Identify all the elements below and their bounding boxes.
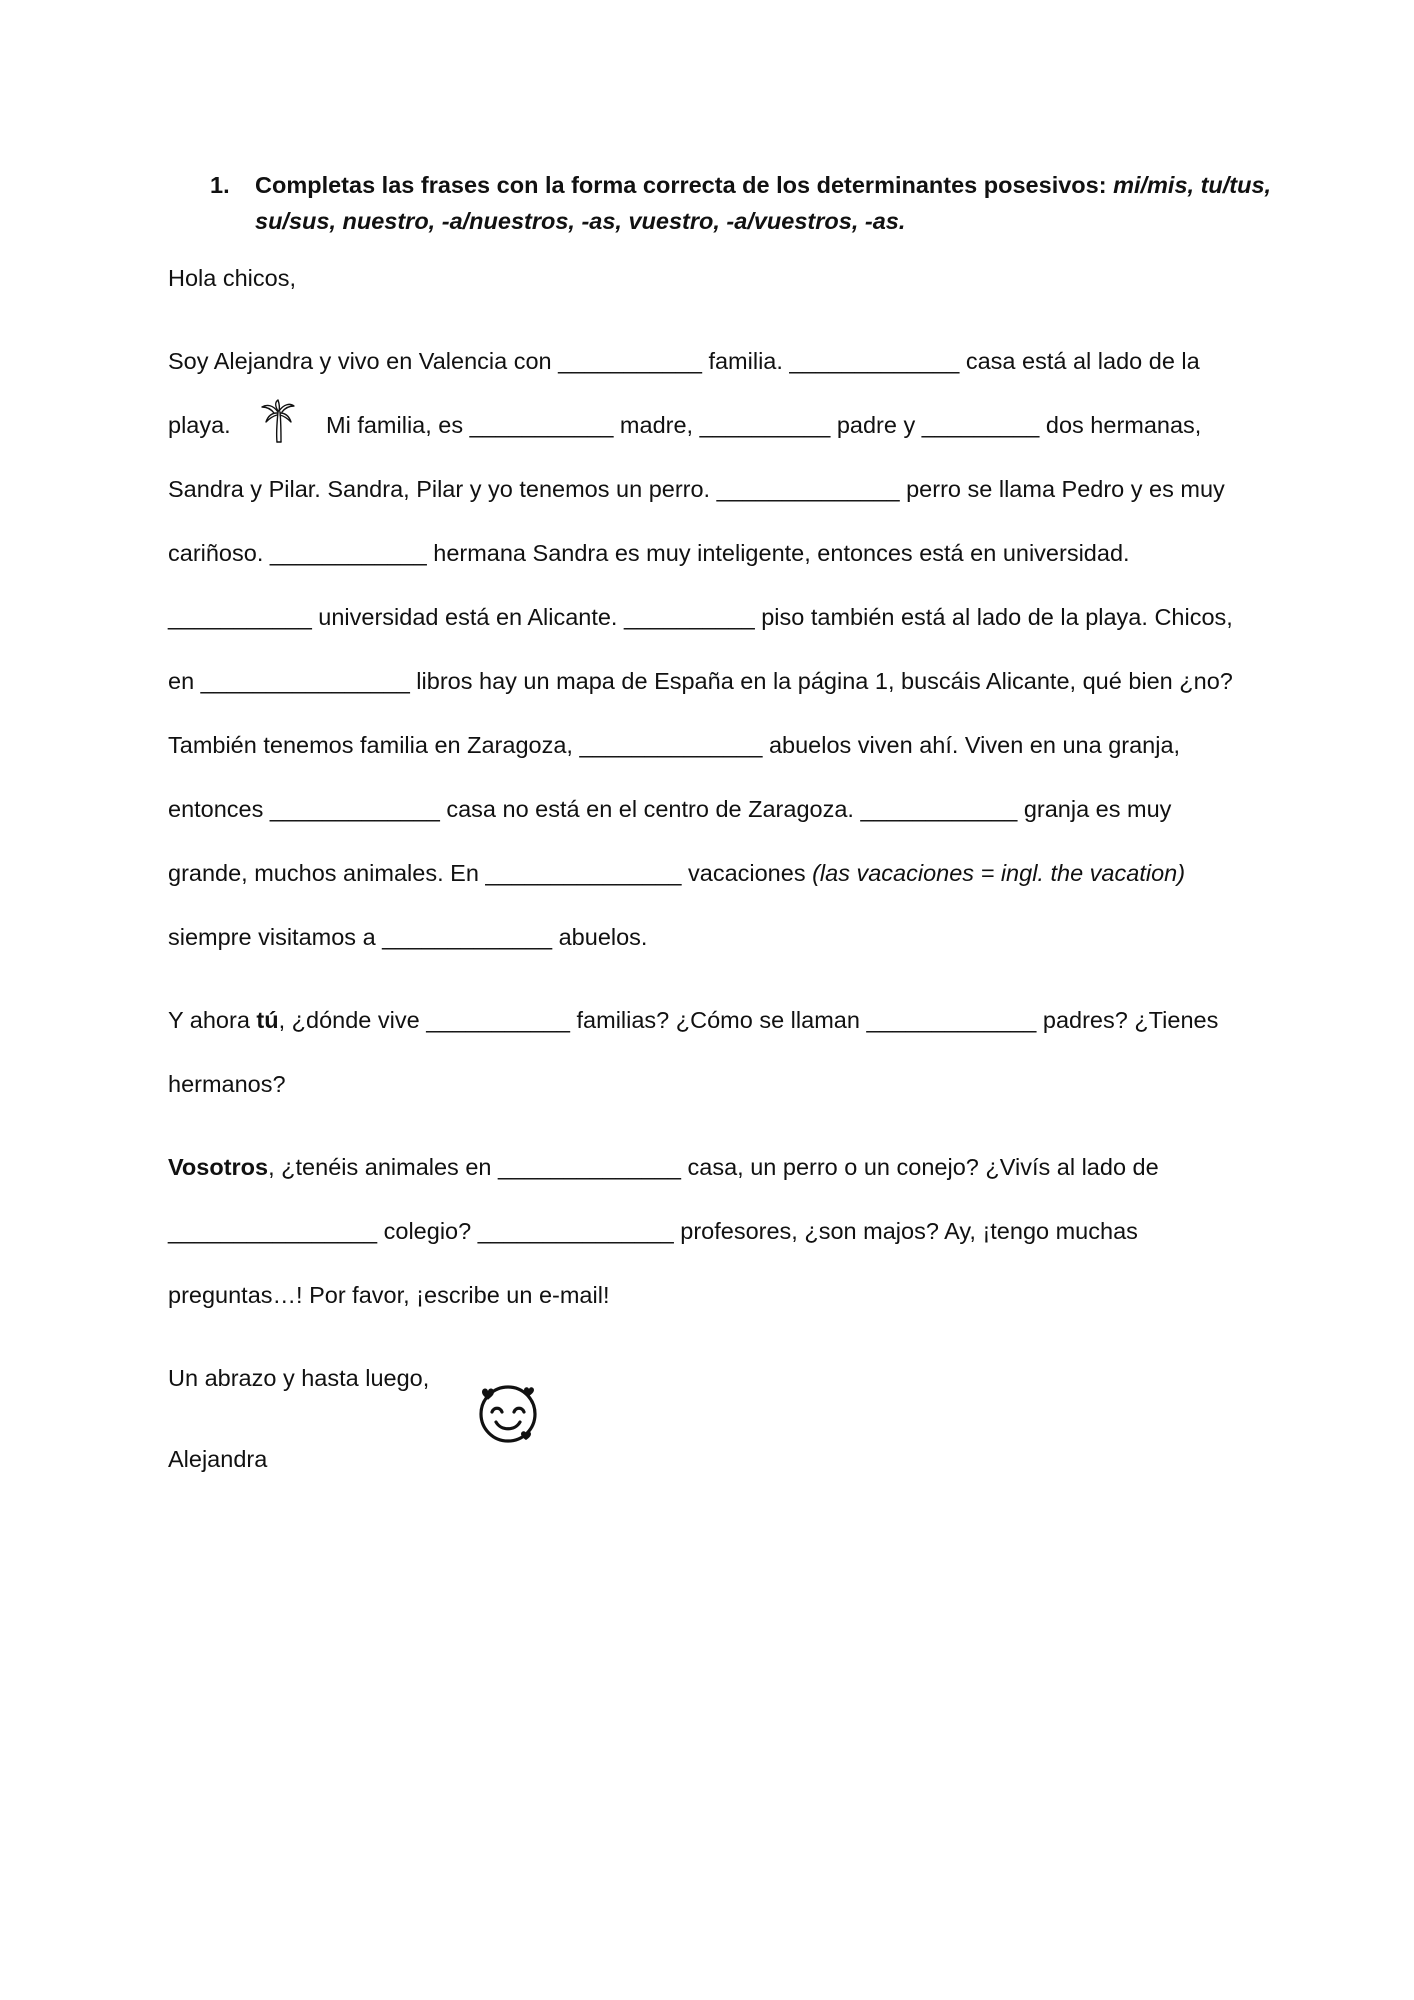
question-vos-line-1	[168, 1152, 1159, 1182]
letter-line-8: entonces _____________ casa no está en el centro de Zaragoza. ____________ granja es muy	[168, 796, 1172, 822]
letter-line-9	[168, 858, 1185, 888]
letter-line-9-text: grande, muchos animales. En _______________ vacaciones	[168, 860, 813, 886]
letter-line-1: Soy Alejandra y vivo en Valencia con ___________ familia. _____________ casa está al lado de la	[168, 348, 1200, 374]
instruction-forms-1: mi/mis, tu/tus,	[1113, 172, 1272, 198]
palm-tree-icon	[260, 398, 296, 444]
letter-line-2-start: playa.	[168, 412, 231, 438]
letter-greeting: Hola chicos,	[168, 265, 296, 291]
letter-line-7: También tenemos familia en Zaragoza, ______________ abuelos viven ahí. Viven en una granja,	[168, 732, 1181, 758]
question-tu-intro: Y ahora	[168, 1007, 257, 1033]
letter-line-10: siempre visitamos a _____________ abuelos.	[168, 924, 648, 950]
letter-line-2-end: Mi familia, es ___________ madre, __________ padre y _________ dos hermanas,	[326, 412, 1202, 438]
question-tu-line-2: hermanos?	[168, 1071, 286, 1097]
letter-signature: Alejandra	[168, 1446, 268, 1472]
question-vos-line-3: preguntas…! Por favor, ¡escribe un e-mail!	[168, 1282, 610, 1308]
question-vos-text: , ¿tenéis animales en ______________ casa, un perro o un conejo? ¿Vivís al lado de	[268, 1154, 1159, 1180]
question-tu-line-1	[168, 1005, 1218, 1035]
exercise-instruction-line-2	[255, 206, 905, 236]
vocabulary-note: (las vacaciones = ingl. the vacation)	[812, 860, 1186, 886]
instruction-text: Completas las frases con la forma correcta de los determinantes posesivos:	[255, 172, 1114, 198]
instruction-forms-2: su/sus, nuestro, -a/nuestros, -as, vuestro, -a/vuestros, -as.	[255, 208, 906, 234]
exercise-number: 1.	[210, 172, 230, 198]
letter-line-4: cariñoso. ____________ hermana Sandra es muy inteligente, entonces está en universidad.	[168, 540, 1130, 566]
letter-line-6: en ________________ libros hay un mapa de España en la página 1, buscáis Alicante, qué bien ¿no?	[168, 668, 1233, 694]
letter-line-5: ___________ universidad está en Alicante. __________ piso también está al lado de la playa. Chicos,	[168, 604, 1233, 630]
question-vos-pronoun: Vosotros	[168, 1154, 269, 1180]
question-vos-line-2: ________________ colegio? _______________ profesores, ¿son majos? Ay, ¡tengo muchas	[168, 1218, 1138, 1244]
letter-line-3: Sandra y Pilar. Sandra, Pilar y yo tenemos un perro. ______________ perro se llama Pedro y es muy	[168, 476, 1225, 502]
question-tu-text: , ¿dónde vive ___________ familias? ¿Cómo se llaman _____________ padres? ¿Tienes	[278, 1007, 1219, 1033]
exercise-instruction-line-1	[255, 170, 1271, 200]
question-tu-pronoun: tú	[256, 1007, 279, 1033]
smiling-face-with-hearts-icon	[474, 1378, 544, 1448]
letter-closing: Un abrazo y hasta luego,	[168, 1365, 430, 1391]
